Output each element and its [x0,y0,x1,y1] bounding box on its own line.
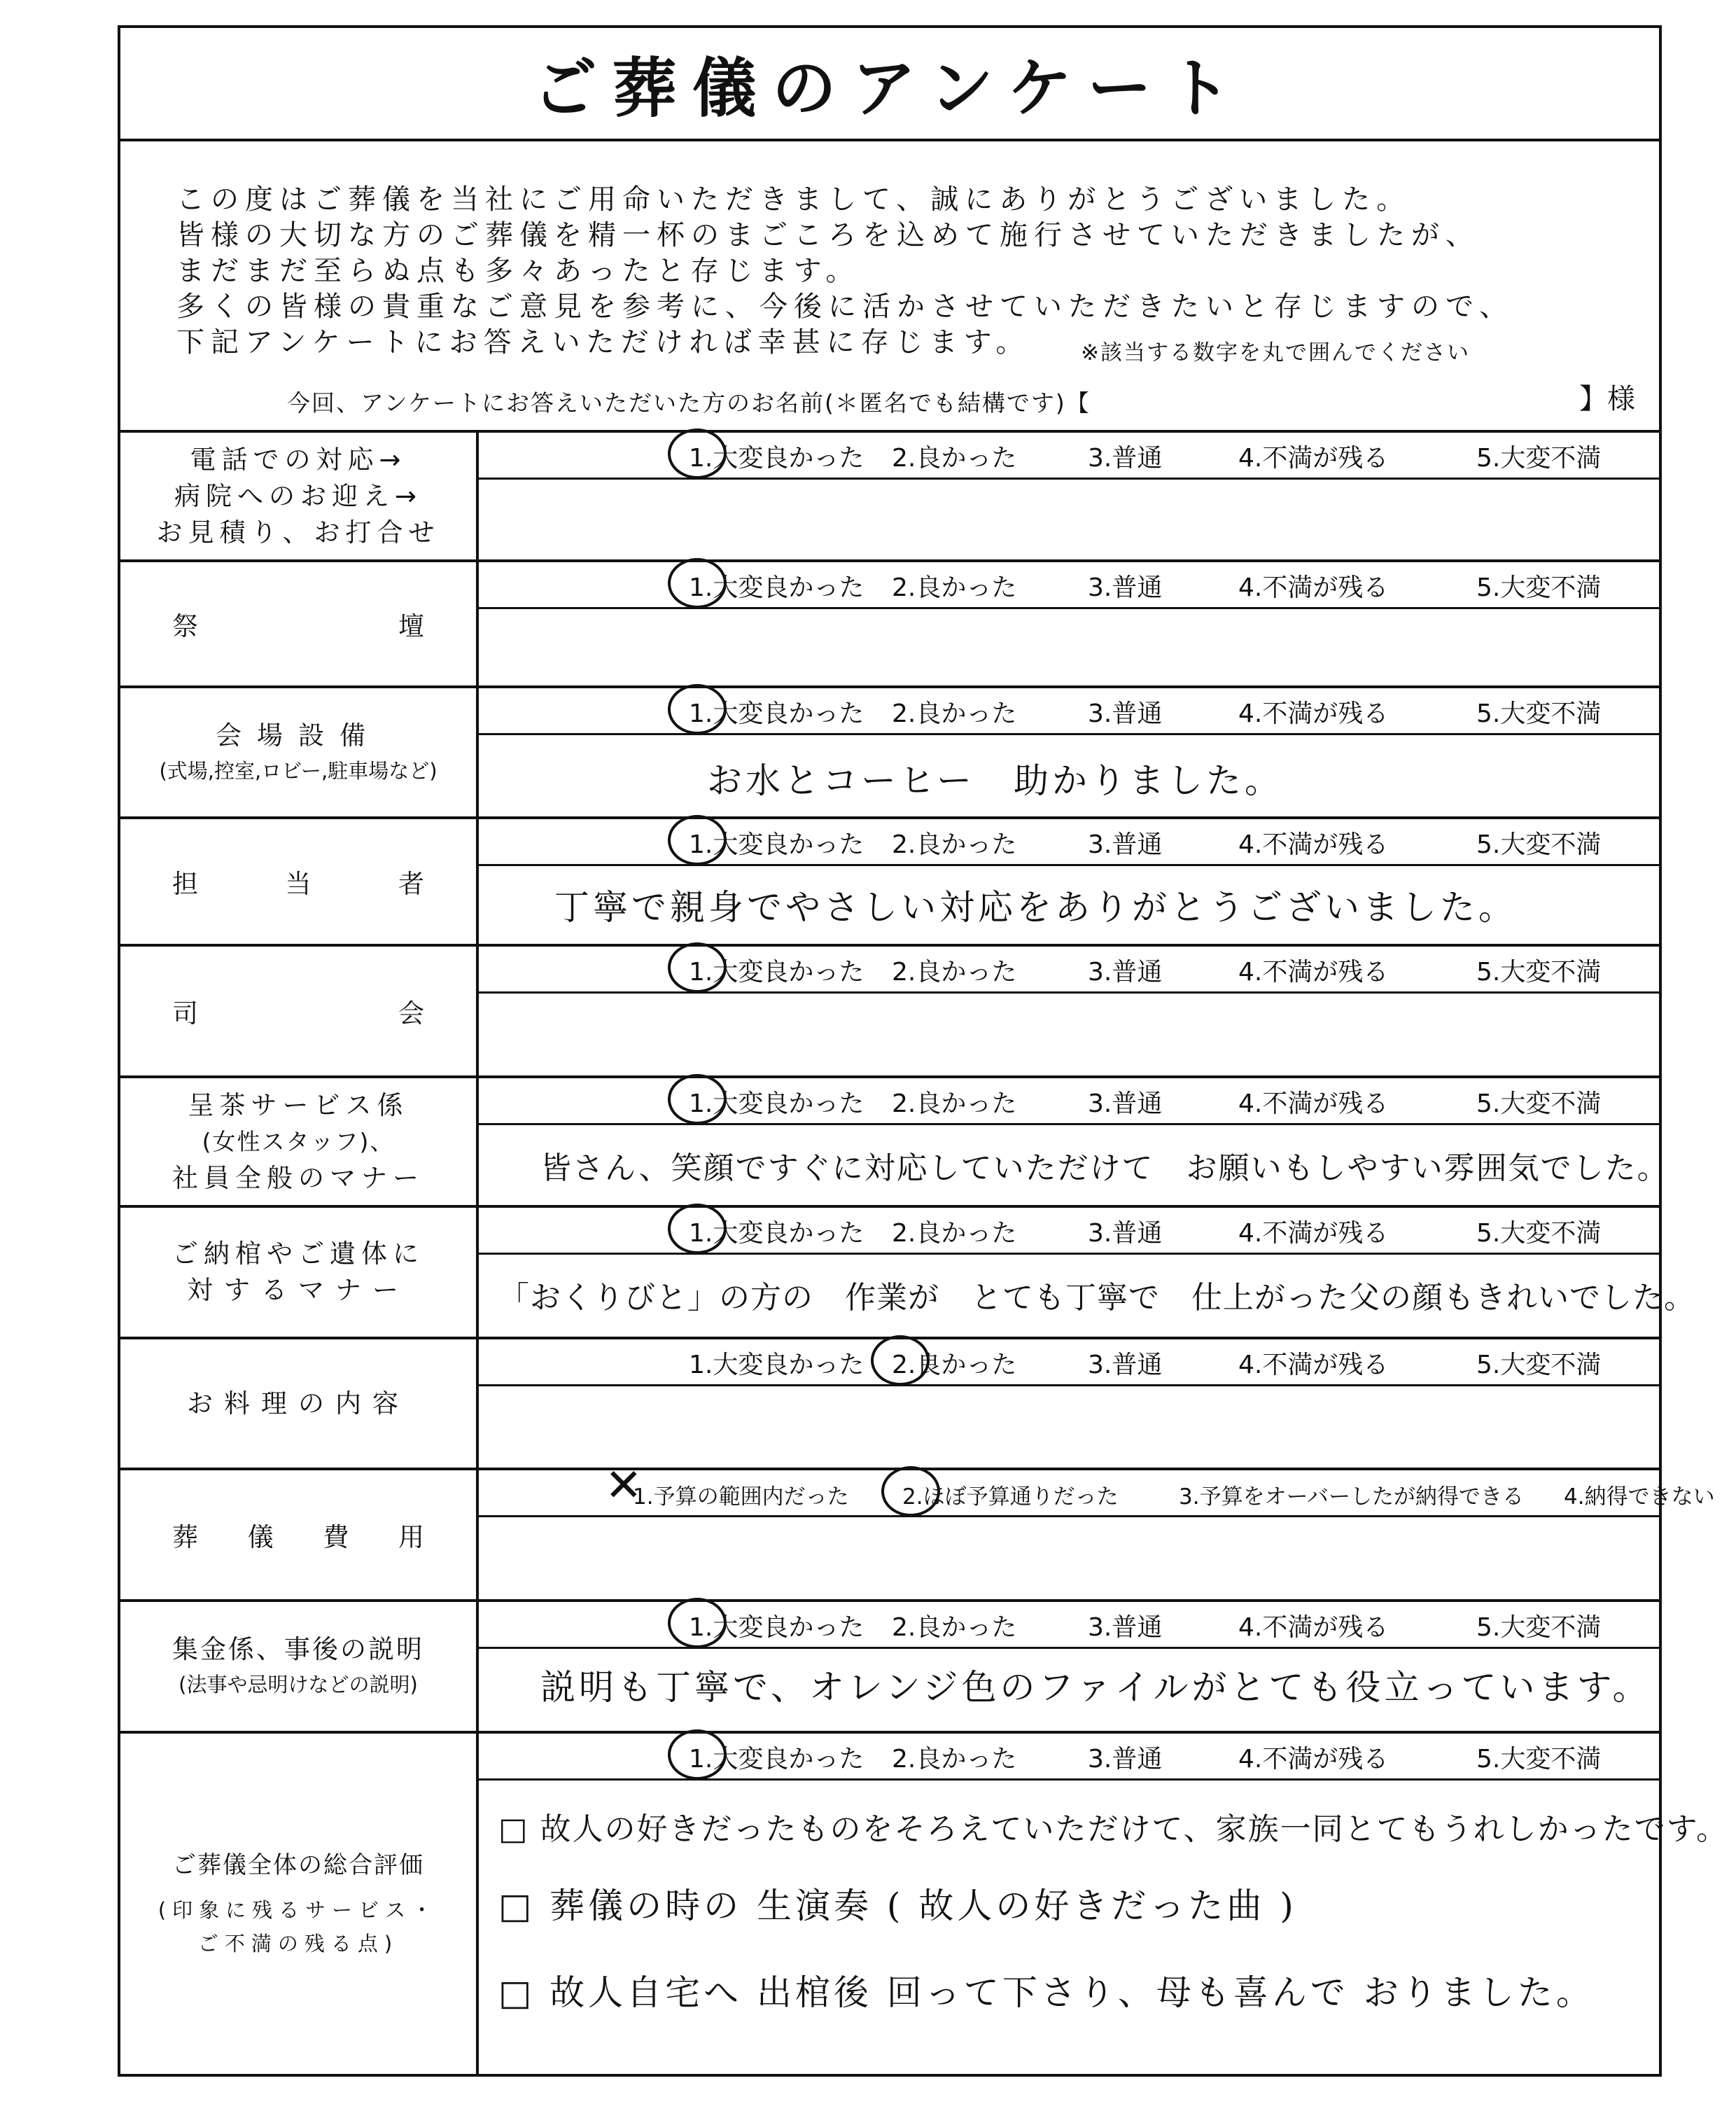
label-char: 司 [172,998,198,1029]
rating-option-5[interactable]: 5.大変不満 [1476,1613,1602,1642]
intro-line: この度はご葬儀を当社にご用命いただきまして、誠にありがとうございました。 [176,183,1411,216]
rating-option-1[interactable]: 1.大変良かった [689,1613,864,1642]
section-phone [120,433,1659,562]
label-sub: (法事や忌明けなどの説明) [178,1673,418,1697]
label-line [172,992,424,1030]
label-char: 壇 [398,611,424,641]
rating-option-3[interactable]: 3.普通 [1088,444,1163,473]
handwritten-comment: お水とコーヒー 助かりました。 [707,760,1283,801]
rating-option-2[interactable]: 2.良かった [892,444,1017,473]
intro-line: 皆様の大切な方のご葬儀を精一杯のまごころを込めて施行させていただきましたが、 [176,219,1480,251]
rating-options [479,1734,1659,1781]
selected-answer-circle [668,1074,727,1124]
label-line: 病院へのお迎え→ [174,480,422,511]
rating-option-3[interactable]: 3.普通 [1088,1745,1163,1774]
handwritten-comment: □ 故人自宅へ 出棺後 回って下さり、母も喜んで おりました。 [498,1972,1595,2013]
selected-answer-circle [881,1466,940,1517]
section-mc [120,947,1659,1078]
rating-option-5[interactable]: 5.大変不満 [1476,444,1602,473]
rating-option-3[interactable]: 3.普通 [1088,958,1163,987]
label-line: 対するマナー [187,1275,410,1305]
rating-options [479,562,1659,609]
label-char: 祭 [172,611,198,641]
selected-answer-circle [871,1335,930,1386]
handwritten-comment: 「おくりびと」の方の 作業が とても丁寧で 仕上がった父の顔もきれいでした。 [498,1280,1695,1316]
rating-option-3[interactable]: 3.普通 [1088,1089,1163,1118]
intro-line: まだまだ至らぬ点も多々あったと存じます。 [176,255,860,287]
rating-options [479,947,1659,994]
rating-option-1[interactable]: 1.大変良かった [689,1219,864,1248]
rating-option-4[interactable]: 4.不満が残る [1238,573,1389,602]
selected-answer-circle [668,942,727,993]
section-cost [120,1460,1715,1602]
rating-option-2[interactable]: 2.良かった [892,1351,1017,1379]
rating-option-1[interactable]: 1.大変良かった [689,1745,864,1774]
section-coffin [120,1208,1695,1339]
section-venue [120,688,1659,819]
label-line [172,605,424,643]
rating-option-2[interactable]: 2.良かった [892,958,1017,987]
rating-options [479,1208,1659,1255]
label-line: 電話での対応→ [190,444,407,475]
intro-line: 下記アンケートにお答えいただければ幸甚に存じます。 [176,326,1030,358]
section-label [120,688,476,816]
rating-option-1[interactable]: 1.大変良かった [689,1089,864,1118]
label-char: 葬 [172,1522,198,1552]
selected-answer-circle [668,815,727,865]
budget-options [479,1460,1715,1517]
budget-option-2[interactable]: 2.ほぼ予算通りだった [902,1484,1119,1510]
label-line: ご納棺やご遺体に [172,1239,424,1269]
section-label [120,433,476,559]
label-line: お料理の内容 [187,1388,410,1419]
selected-answer-circle [668,558,727,608]
section-label [120,1602,476,1731]
budget-option-1[interactable]: 1.予算の範囲内だった [633,1484,849,1510]
rating-option-4[interactable]: 4.不満が残る [1238,1613,1389,1642]
selected-answer-circle [668,1204,727,1254]
rating-option-3[interactable]: 3.普通 [1088,1219,1163,1248]
label-char: 会 [398,998,424,1029]
rating-option-5[interactable]: 5.大変不満 [1476,1351,1602,1379]
rating-option-2[interactable]: 2.良かった [892,699,1017,728]
rating-options [479,1339,1659,1386]
budget-option-3[interactable]: 3.予算をオーバーしたが納得できる [1179,1484,1525,1510]
intro-text [176,182,1513,361]
rating-option-5[interactable]: 5.大変不満 [1476,958,1602,987]
rating-options [479,433,1659,480]
name-prompt: 今回、アンケートにお答えいただいた方のお名前(＊匿名でも結構です)【 [287,389,1091,417]
rating-option-1[interactable]: 1.大変良かった [689,699,864,728]
rating-option-4[interactable]: 4.不満が残る [1238,444,1389,473]
label-char: 儀 [247,1522,274,1552]
rating-option-4[interactable]: 4.不満が残る [1238,1089,1389,1118]
handwritten-comment: 説明も丁寧で、オレンジ色のファイルがとても役立っています。 [540,1667,1651,1708]
name-suffix: 】様 [1579,383,1635,415]
section-label [120,947,476,1075]
crossed-out-mark: ✕ [605,1460,643,1512]
label-char: 者 [398,869,424,899]
rating-option-2[interactable]: 2.良かった [892,830,1017,859]
rating-option-2[interactable]: 2.良かった [892,1219,1017,1248]
rating-option-4[interactable]: 4.不満が残る [1238,1219,1389,1248]
section-food [120,1339,1659,1470]
label-sub: ご不満の残る点) [197,1932,399,1956]
section-label [120,819,476,944]
rating-option-3[interactable]: 3.普通 [1088,699,1163,728]
label-line: (女性スタッフ)、 [202,1127,395,1155]
rating-option-5[interactable]: 5.大変不満 [1476,830,1602,859]
label-line: お見積り、お打合せ [156,517,440,548]
rating-options [479,1602,1659,1649]
budget-option-4[interactable]: 4.納得できない [1564,1484,1715,1510]
page-title: ご葬儀のアンケート [120,28,1659,141]
rating-option-5[interactable]: 5.大変不満 [1476,1219,1602,1248]
selected-answer-circle [668,1598,727,1648]
rating-option-2[interactable]: 2.良かった [892,1613,1017,1642]
section-overall [120,1734,1729,2074]
rating-option-1[interactable]: 1.大変良かった [689,958,864,987]
rating-option-5[interactable]: 5.大変不満 [1476,573,1602,602]
label-line [172,863,424,900]
label-char: 担 [172,869,198,899]
rating-option-5[interactable]: 5.大変不満 [1476,1745,1602,1774]
rating-options [479,819,1659,866]
intro-line: 多くの皆様の貴重なご意見を参考に、今後に活かさせていただきたいと存じますので、 [176,291,1514,323]
section-staff [120,819,1659,947]
rating-option-4[interactable]: 4.不満が残る [1238,830,1389,859]
rating-option-1[interactable]: 1.大変良かった [689,444,864,473]
section-label [120,1208,476,1337]
section-tea [120,1078,1670,1208]
section-label [120,1470,476,1599]
rating-option-5[interactable]: 5.大変不満 [1476,1089,1602,1118]
label-line: 集金係、事後の説明 [172,1634,424,1664]
rating-option-4[interactable]: 4.不満が残る [1238,1745,1389,1774]
instruction-note: ※該当する数字を丸で囲んでください [1081,340,1470,365]
section-label [120,1734,476,2074]
label-char: 費 [323,1522,349,1552]
rating-option-2[interactable]: 2.良かった [892,1745,1017,1774]
rating-option-3[interactable]: 3.普通 [1088,1351,1163,1379]
selected-answer-circle [668,429,727,479]
rating-option-1[interactable]: 1.大変良かった [689,573,864,602]
selected-answer-circle [668,684,727,734]
handwritten-comment: □ 故人の好きだったものをそろえていただけて、家族一同とてもうれしかったです。 [498,1811,1729,1847]
label-char: 当 [285,869,312,899]
rating-option-3[interactable]: 3.普通 [1088,1613,1163,1642]
rating-options [479,1078,1659,1125]
label-line: ご葬儀全体の総合評価 [172,1851,424,1879]
handwritten-comment: 丁寧で親身でやさしい対応をありがとうございました。 [554,887,1517,928]
label-sub: (印象に残るサービス・ [158,1898,439,1922]
rating-options [479,688,1659,735]
label-char: 用 [398,1522,424,1552]
rating-option-1[interactable]: 1.大変良かった [689,830,864,859]
section-label [120,562,476,685]
survey-form [118,25,1729,2077]
rating-option-2[interactable]: 2.良かった [892,1089,1017,1118]
rating-option-4[interactable]: 4.不満が残る [1238,699,1389,728]
rating-option-5[interactable]: 5.大変不満 [1476,699,1602,728]
section-label [120,1078,476,1205]
rating-option-4[interactable]: 4.不満が残る [1238,958,1389,987]
rating-option-3[interactable]: 3.普通 [1088,830,1163,859]
section-label [120,1339,476,1468]
label-line: 社員全般のマナー [172,1162,424,1193]
handwritten-comment: 皆さん、笑顔ですぐに対応していただけて お願いもしやすい雰囲気でした。 [540,1150,1670,1186]
rating-option-1[interactable]: 1.大変良かった [689,1351,864,1379]
label-line: 呈茶サービス係 [188,1089,409,1120]
intro-section [120,139,1659,433]
section-altar [120,562,1659,688]
section-collection [120,1602,1659,1734]
selected-answer-circle [668,1729,727,1780]
rating-option-3[interactable]: 3.普通 [1088,573,1163,602]
label-line: 会場設備 [216,720,381,751]
label-line [172,1516,424,1554]
handwritten-comment: □ 葬儀の時の 生演奏 ( 故人の好きだった曲 ) [498,1886,1297,1926]
rating-option-2[interactable]: 2.良かった [892,573,1017,602]
rating-option-4[interactable]: 4.不満が残る [1238,1351,1389,1379]
label-sub: (式場,控室,ロビー,駐車場など) [159,758,438,783]
